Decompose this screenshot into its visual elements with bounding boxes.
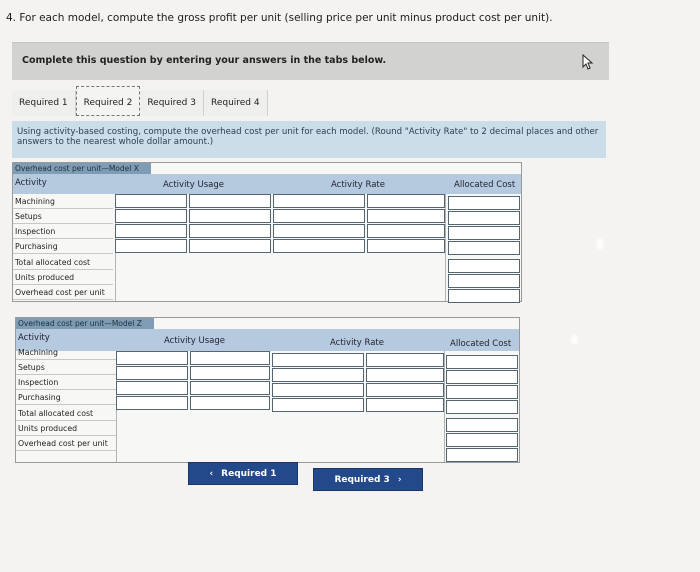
usage-unit-input[interactable] bbox=[189, 209, 271, 223]
usage-unit-input[interactable] bbox=[190, 381, 270, 395]
prev-required-1-button[interactable] bbox=[188, 462, 298, 485]
row-label-purchasing: Purchasing bbox=[16, 390, 116, 405]
cursor-icon bbox=[581, 54, 595, 70]
rate-unit-input[interactable] bbox=[366, 398, 444, 412]
chevron-right-icon: › bbox=[397, 474, 402, 485]
rate-unit-input[interactable] bbox=[367, 209, 445, 223]
row-label-purchasing: Purchasing bbox=[13, 239, 113, 254]
chevron-left-icon: ‹ bbox=[209, 468, 214, 479]
rate-amount-input[interactable] bbox=[272, 398, 364, 412]
header-allocated-cost: Allocated Cost bbox=[454, 180, 516, 190]
allocated-cost-input[interactable] bbox=[448, 211, 520, 225]
usage-unit-input[interactable] bbox=[190, 396, 270, 410]
usage-unit-input[interactable] bbox=[189, 239, 271, 253]
rate-amount-input[interactable] bbox=[272, 383, 364, 397]
rate-amount-input[interactable] bbox=[273, 224, 365, 238]
row-label-setups: Setups bbox=[13, 209, 113, 224]
rate-unit-input[interactable] bbox=[367, 194, 445, 208]
allocated-cost-input[interactable] bbox=[448, 226, 520, 240]
row-label-units-produced: Units produced bbox=[13, 270, 113, 285]
usage-unit-input[interactable] bbox=[189, 194, 271, 208]
allocated-cost-input[interactable] bbox=[446, 370, 518, 384]
row-label-inspection: Inspection bbox=[13, 224, 113, 239]
model-z-title: Overhead cost per unit—Model Z bbox=[16, 318, 154, 329]
rate-unit-input[interactable] bbox=[366, 368, 444, 382]
header-activity: Activity bbox=[15, 178, 47, 188]
usage-amount-input[interactable] bbox=[116, 351, 188, 365]
usage-amount-input[interactable] bbox=[115, 224, 187, 238]
tab-required-1[interactable]: Required 1 bbox=[12, 90, 76, 116]
instruction-box: Using activity-based costing, compute the overhead cost per unit for each model. (Round "Activity Rate" to 2 decimal places and other answers to the nearest whole dollar amount.) bbox=[12, 121, 606, 158]
usage-amount-input[interactable] bbox=[116, 381, 188, 395]
question-text: 4. For each model, compute the gross profit per unit (selling price per unit minus product cost per unit). bbox=[6, 12, 553, 24]
prev-button-label: Required 1 bbox=[221, 468, 277, 479]
header-activity-rate: Activity Rate bbox=[331, 180, 385, 190]
usage-unit-input[interactable] bbox=[190, 366, 270, 380]
model-z-table bbox=[15, 317, 520, 463]
total-allocated-cost-input[interactable] bbox=[448, 259, 520, 273]
rate-amount-input[interactable] bbox=[273, 239, 365, 253]
overhead-cost-per-unit-input[interactable] bbox=[448, 289, 520, 303]
next-button-label: Required 3 bbox=[334, 474, 390, 485]
row-label-machining: Machining bbox=[16, 345, 116, 360]
instruction-banner bbox=[12, 42, 609, 80]
usage-unit-input[interactable] bbox=[189, 224, 271, 238]
row-label-total-allocated-cost: Total allocated cost bbox=[16, 406, 116, 421]
usage-amount-input[interactable] bbox=[116, 366, 188, 380]
usage-amount-input[interactable] bbox=[116, 396, 188, 410]
tab-bar bbox=[12, 90, 268, 116]
header-allocated-cost: Allocated Cost bbox=[450, 339, 512, 349]
row-label-overhead-cost-per-unit: Overhead cost per unit bbox=[13, 285, 113, 300]
rate-unit-input[interactable] bbox=[366, 353, 444, 367]
model-x-header-row bbox=[13, 174, 521, 194]
tab-required-4[interactable]: Required 4 bbox=[204, 90, 268, 116]
glare-spot bbox=[571, 334, 578, 345]
row-label-inspection: Inspection bbox=[16, 375, 116, 390]
row-label-machining: Machining bbox=[13, 194, 113, 209]
tab-required-3[interactable]: Required 3 bbox=[140, 90, 204, 116]
banner-text: Complete this question by entering your answers in the tabs below. bbox=[22, 55, 387, 66]
row-label-units-produced: Units produced bbox=[16, 421, 116, 436]
header-activity: Activity bbox=[18, 333, 50, 343]
header-activity-rate: Activity Rate bbox=[330, 338, 384, 348]
allocated-cost-input[interactable] bbox=[448, 196, 520, 210]
rate-unit-input[interactable] bbox=[367, 239, 445, 253]
allocated-cost-input[interactable] bbox=[448, 241, 520, 255]
rate-amount-input[interactable] bbox=[273, 194, 365, 208]
tab-required-2[interactable]: Required 2 bbox=[76, 86, 141, 116]
rate-amount-input[interactable] bbox=[272, 368, 364, 382]
glare-spot bbox=[596, 238, 604, 250]
units-produced-input[interactable] bbox=[446, 433, 518, 447]
usage-amount-input[interactable] bbox=[115, 239, 187, 253]
column-divider bbox=[445, 194, 446, 301]
allocated-cost-input[interactable] bbox=[446, 385, 518, 399]
rate-amount-input[interactable] bbox=[272, 353, 364, 367]
header-activity-usage: Activity Usage bbox=[163, 180, 224, 190]
usage-amount-input[interactable] bbox=[115, 209, 187, 223]
model-x-table bbox=[12, 162, 522, 302]
units-produced-input[interactable] bbox=[448, 274, 520, 288]
total-allocated-cost-input[interactable] bbox=[446, 418, 518, 432]
rate-unit-input[interactable] bbox=[367, 224, 445, 238]
allocated-cost-input[interactable] bbox=[446, 355, 518, 369]
overhead-cost-per-unit-input[interactable] bbox=[446, 448, 518, 462]
rate-amount-input[interactable] bbox=[273, 209, 365, 223]
column-divider bbox=[444, 351, 445, 462]
row-label-overhead-cost-per-unit: Overhead cost per unit bbox=[16, 436, 116, 451]
usage-amount-input[interactable] bbox=[115, 194, 187, 208]
allocated-cost-input[interactable] bbox=[446, 400, 518, 414]
rate-unit-input[interactable] bbox=[366, 383, 444, 397]
row-label-setups: Setups bbox=[16, 360, 116, 375]
model-x-title: Overhead cost per unit—Model X bbox=[13, 163, 151, 174]
row-label-total-allocated-cost: Total allocated cost bbox=[13, 255, 113, 270]
header-activity-usage: Activity Usage bbox=[164, 336, 225, 346]
next-required-3-button[interactable] bbox=[313, 468, 423, 491]
usage-unit-input[interactable] bbox=[190, 351, 270, 365]
